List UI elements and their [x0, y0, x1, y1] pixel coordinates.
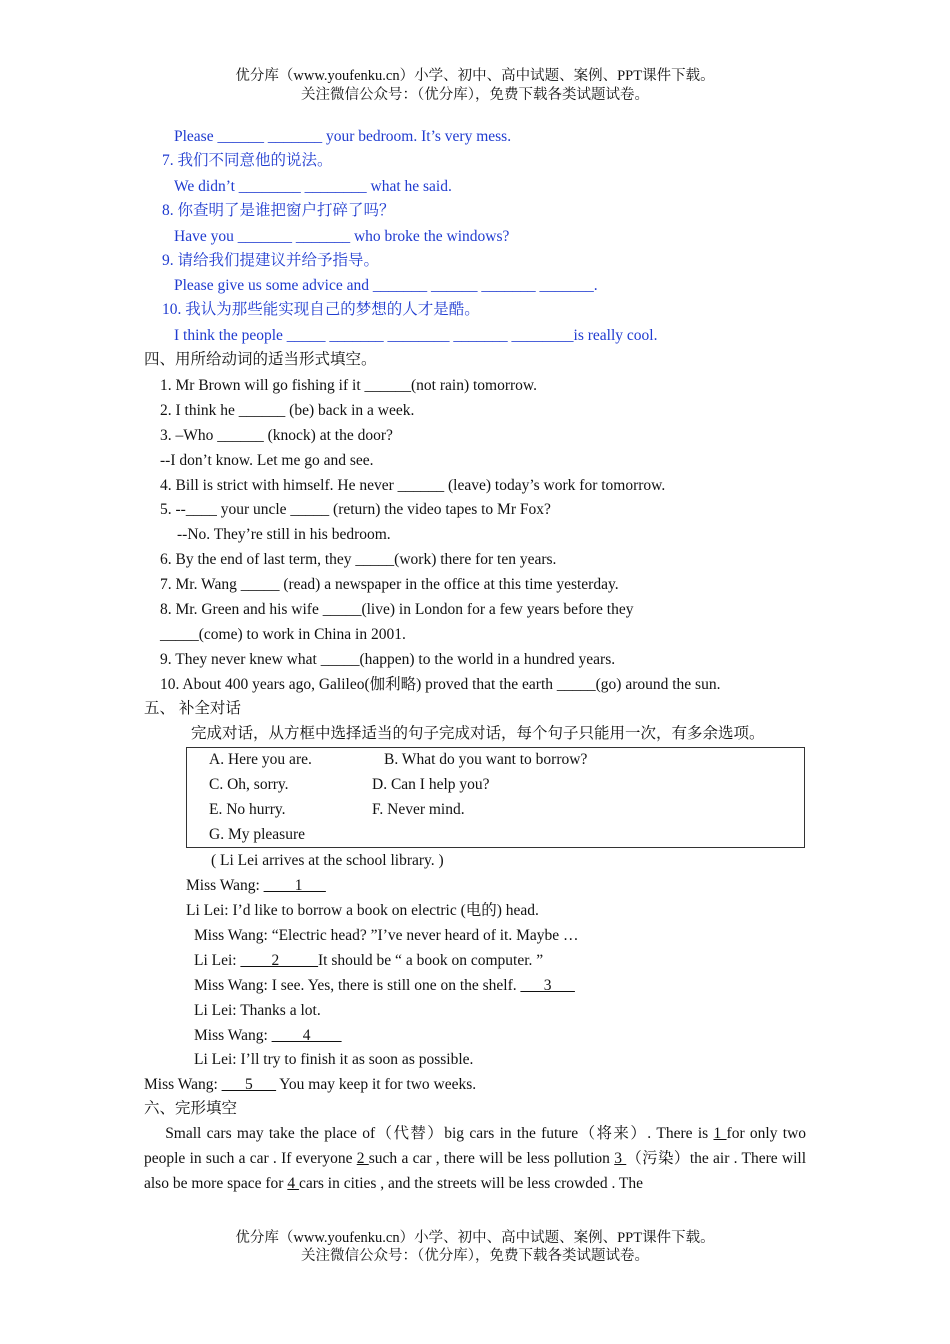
option-e: E. No hurry. — [209, 801, 286, 818]
exercise-line: 6. By the end of last term, they _____(work) there for ten years. — [160, 551, 557, 568]
answer-blank: ____2_____ — [240, 952, 318, 969]
dialog-line — [194, 1026, 341, 1046]
cloze-text: for only two people in such a car . If everyone — [144, 1125, 807, 1167]
section-5-title: 五、 补全对话 — [144, 700, 241, 717]
header-line-1: 优分库（www.youfenku.cn）小学、初中、高中试题、案例、PPT课件下载。 — [235, 68, 715, 84]
dialog-line — [144, 1075, 476, 1095]
cloze-text: cars in cities , and the streets will be less crowded . The — [298, 1175, 644, 1192]
speaker: Miss Wang: — [194, 1027, 272, 1044]
dialog-line — [186, 876, 326, 896]
dialog-line: Li Lei: I’ll try to finish it as soon as possible. — [194, 1051, 474, 1068]
section-4-title: 四、用所给动词的适当形式填空。 — [144, 351, 377, 368]
cloze-blank: 1 — [713, 1125, 727, 1142]
dialog-text: Miss Wang: I see. Yes, there is still one on the shelf. — [194, 977, 521, 994]
speaker: Li Lei: — [194, 952, 241, 969]
answer-blank: ___5___ — [221, 1076, 276, 1093]
exercise-line: _____(come) to work in China in 2001. — [160, 626, 406, 643]
answer-blank: ____1___ — [263, 877, 326, 894]
exercise-line: --No. They’re still in his bedroom. — [177, 526, 391, 543]
option-a: A. Here you are. — [209, 751, 312, 768]
exercise-line: 9. They never knew what _____(happen) to the world in a hundred years. — [160, 651, 616, 668]
exercise-line: 3. –Who ______ (knock) at the door? — [160, 427, 393, 444]
translation-line: We didn’t ________ ________ what he said. — [174, 178, 452, 195]
speaker: Miss Wang: — [144, 1076, 222, 1093]
exercise-line: 2. I think he ______ (be) back in a week. — [160, 402, 415, 419]
option-d: D. Can I help you? — [372, 776, 490, 793]
dialog-line: Li Lei: Thanks a lot. — [194, 1002, 321, 1019]
section-5-instruction: 完成对话，从方框中选择适当的句子完成对话，每个句子只能用一次，有多余选项。 — [191, 725, 765, 742]
translation-line: 9. 请给我们提建议并给予指导。 — [162, 252, 380, 269]
cloze-text: Small cars may take the place of（代替）big cars in the future（将来）. There is — [165, 1125, 714, 1142]
exercise-line: 4. Bill is strict with himself. He never ______ (leave) today’s work for tomorrow. — [160, 477, 666, 494]
exercise-line: 1. Mr Brown will go fishing if it ______(not rain) tomorrow. — [160, 377, 537, 394]
dialog-text: It should be “ a book on computer. ” — [318, 952, 544, 969]
speaker: Miss Wang: — [186, 877, 264, 894]
option-c: C. Oh, sorry. — [209, 776, 289, 793]
cloze-blank: 2 — [356, 1150, 369, 1167]
cloze-blank: 4 — [287, 1175, 299, 1192]
translation-line: Have you _______ _______ who broke the windows? — [174, 228, 510, 245]
exercise-line: --I don’t know. Let me go and see. — [160, 452, 374, 469]
footer-line-1: 优分库（www.youfenku.cn）小学、初中、高中试题、案例、PPT课件下载。 — [235, 1230, 715, 1246]
option-f: F. Never mind. — [372, 801, 465, 818]
option-b: B. What do you want to borrow? — [384, 751, 588, 768]
dialog-line — [194, 976, 575, 996]
option-g: G. My pleasure — [209, 826, 305, 843]
exercise-line: 10. About 400 years ago, Galileo(伽利略) proved that the earth _____(go) around the sun. — [160, 676, 721, 693]
section-6-title: 六、完形填空 — [144, 1100, 238, 1117]
answer-blank: ____4____ — [271, 1027, 342, 1044]
translation-line: 10. 我认为那些能实现自己的梦想的人才是酷。 — [162, 301, 480, 318]
answer-blank: ___3___ — [520, 977, 575, 994]
cloze-text: such a car , there will be less pollution — [368, 1150, 615, 1167]
translation-line: Please give us some advice and _______ ______ _______ _______. — [174, 277, 598, 294]
exercise-line: 8. Mr. Green and his wife _____(live) in London for a few years before they — [160, 601, 634, 618]
translation-line: 7. 我们不同意他的说法。 — [162, 152, 333, 169]
footer-line-2: 关注微信公众号：（优分库），免费下载各类试题试卷。 — [301, 1248, 649, 1264]
exercise-line: 5. --____ your uncle _____ (return) the video tapes to Mr Fox? — [160, 501, 551, 518]
dialog-text: You may keep it for two weeks. — [275, 1076, 477, 1093]
cloze-text: （污染）the air . There will also be more space for — [144, 1150, 807, 1192]
cloze-paragraph — [144, 1121, 806, 1196]
translation-line: I think the people _____ _______ ________ _______ ________is really cool. — [174, 327, 658, 344]
cloze-blank: 3 — [614, 1150, 627, 1167]
translation-line: Please ______ _______ your bedroom. It’s very mess. — [174, 128, 512, 145]
dialog-line — [194, 951, 543, 971]
dialog-line: Li Lei: I’d like to borrow a book on electric (电的) head. — [186, 902, 539, 919]
exercise-line: 7. Mr. Wang _____ (read) a newspaper in the office at this time yesterday. — [160, 576, 619, 593]
dialog-scene: ( Li Lei arrives at the school library. ) — [211, 852, 444, 869]
dialog-line: Miss Wang: “Electric head? ”I’ve never heard of it. Maybe … — [194, 927, 579, 944]
header-line-2: 关注微信公众号：（优分库），免费下载各类试题试卷。 — [301, 87, 649, 103]
translation-line: 8. 你查明了是谁把窗户打碎了吗？ — [162, 202, 395, 219]
